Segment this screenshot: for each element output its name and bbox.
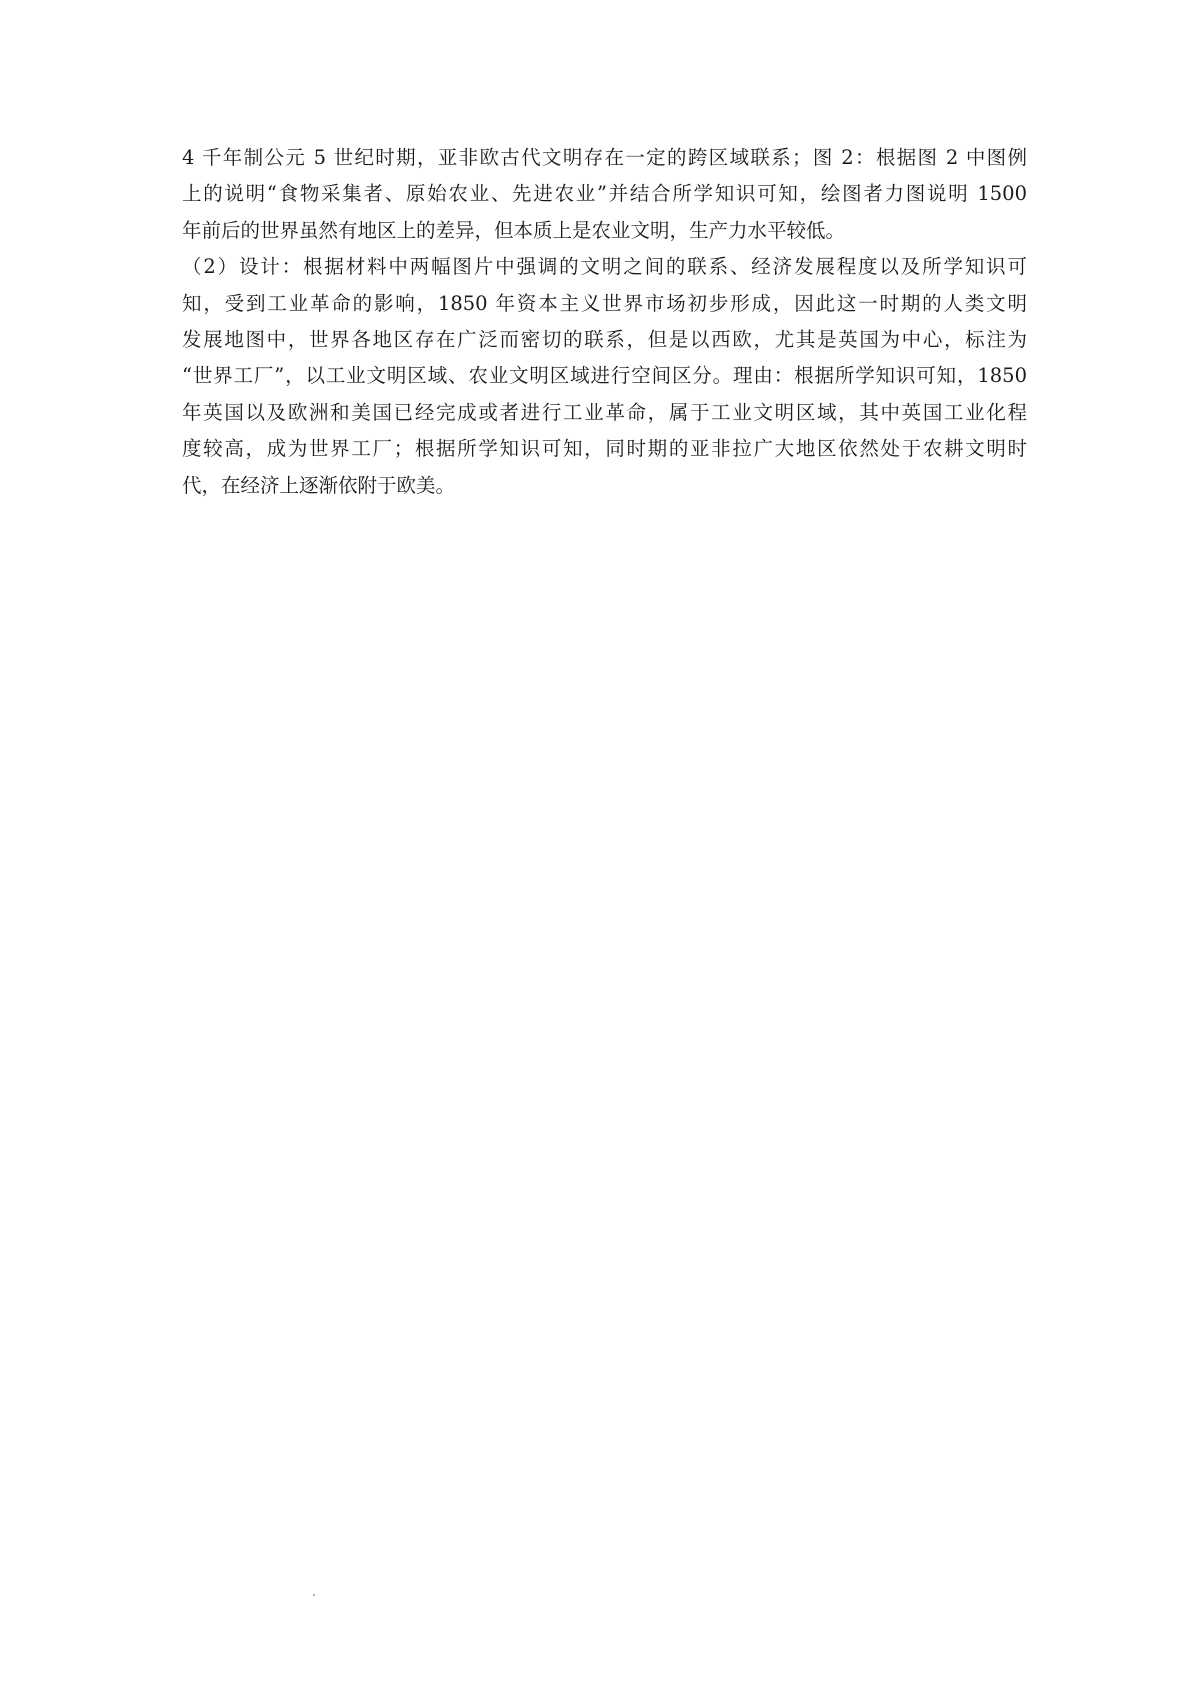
text-line: “世界工厂”，以工业文明区域、农业文明区域进行空间区分。理由：根据所学知识可知，1850 <box>182 364 1027 388</box>
text-line: 年前后的世界虽然有地区上的差异，但本质上是农业文明，生产力水平较低。 <box>182 218 846 242</box>
text-line: 代，在经济上逐渐依附于欧美。 <box>182 473 456 497</box>
paragraph-1 <box>182 140 1027 249</box>
paragraph-2 <box>182 249 1027 504</box>
text-line: 发展地图中，世界各地区存在广泛而密切的联系，但是以西欧，尤其是英国为中心，标注为 <box>182 327 1027 351</box>
text-line: 知，受到工业革命的影响，1850 年资本主义世界市场初步形成，因此这一时期的人类文明 <box>182 291 1027 315</box>
answer-text <box>182 140 1027 504</box>
text-line: 上的说明“食物采集者、原始农业、先进农业”并结合所学知识可知，绘图者力图说明 1500 <box>182 182 1027 206</box>
text-line: 度较高，成为世界工厂；根据所学知识可知，同时期的亚非拉广大地区依然处于农耕文明时 <box>182 437 1027 461</box>
text-line: 年英国以及欧洲和美国已经完成或者进行工业革命，属于工业文明区域，其中英国工业化程 <box>182 400 1027 424</box>
text-line: （2）设计：根据材料中两幅图片中强调的文明之间的联系、经济发展程度以及所学知识可 <box>182 255 1027 279</box>
scan-speck <box>313 1594 315 1596</box>
text-line: 4 千年制公元 5 世纪时期，亚非欧古代文明存在一定的跨区域联系；图 2：根据图 2 中图例 <box>182 146 1027 169</box>
